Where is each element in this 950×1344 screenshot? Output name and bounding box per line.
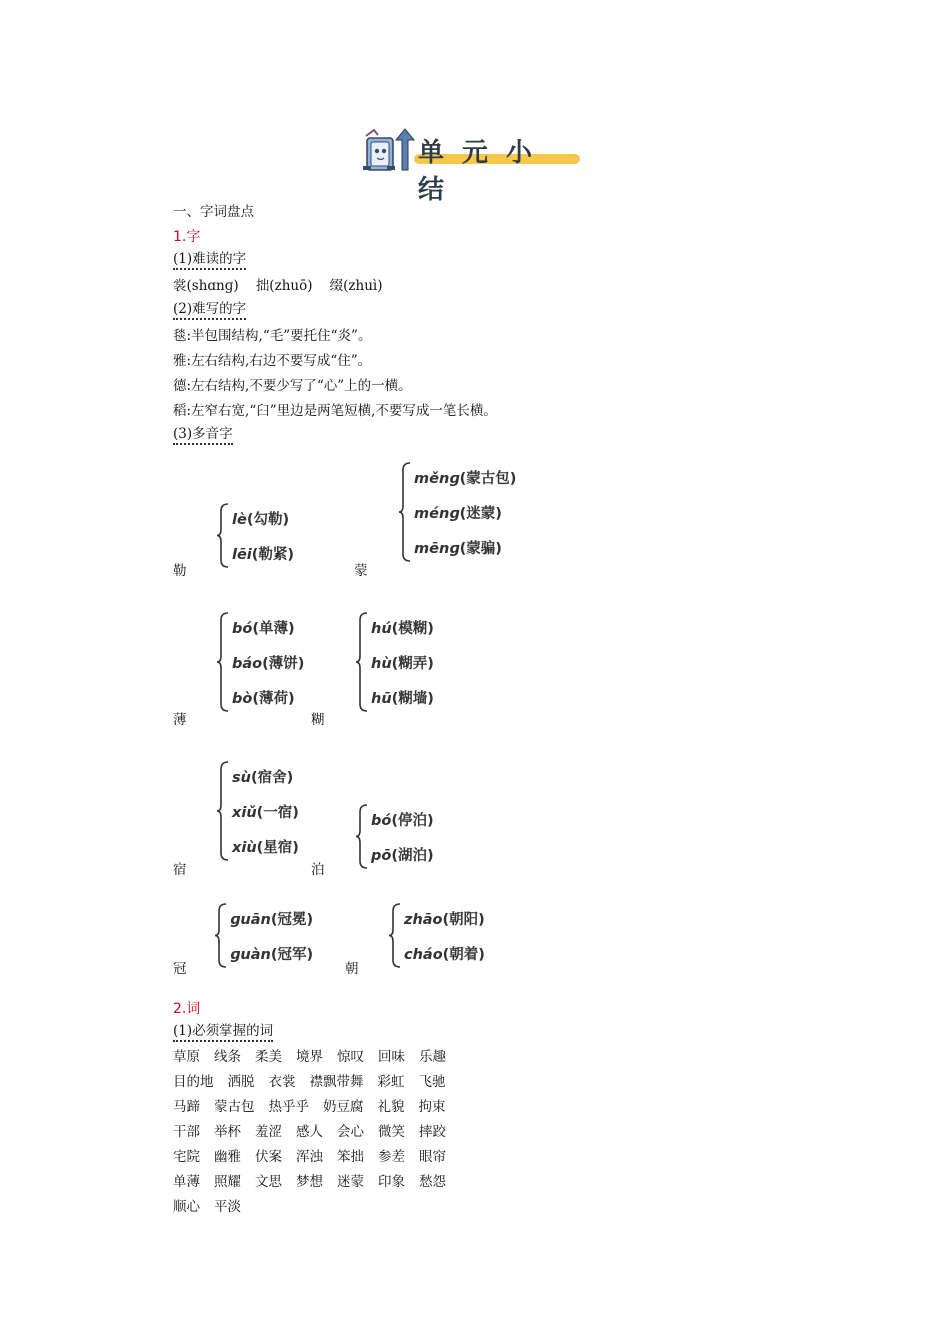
vocab-word: 参差 [378, 1149, 405, 1165]
hard-read-item: 拙(zhuō) [255, 278, 313, 294]
curly-brace-icon [216, 761, 230, 861]
vocab-word: 衣裳 [268, 1074, 296, 1090]
vocab-word: 眼帘 [419, 1149, 446, 1165]
pinyin: hū [371, 691, 392, 707]
vocab-word: 热乎乎 [268, 1099, 309, 1115]
vocab-word: 马蹄 [173, 1099, 200, 1115]
vocab-word: 洒脱 [227, 1074, 255, 1090]
hard-write-label [173, 300, 246, 318]
vocab-word: 平淡 [214, 1199, 241, 1215]
unit-summary-banner [358, 126, 584, 205]
example-word: (蒙骗) [459, 541, 502, 557]
example-word: (勒紧) [251, 547, 295, 563]
hard-read-item: 缀(zhuì) [329, 278, 383, 294]
vocab-word: 笨拙 [337, 1149, 364, 1165]
pinyin: bò [232, 691, 253, 707]
polyphonic-reading [371, 687, 434, 708]
vocab-word: 伏案 [255, 1149, 282, 1165]
must-master-label [173, 1022, 273, 1040]
vocab-word: 摔跤 [419, 1124, 446, 1140]
polyphonic-reading [404, 908, 485, 929]
polyphonic-label [173, 425, 233, 443]
polyphonic-char: 糊 [311, 712, 325, 728]
hard-write-line: 毯:半包围结构,“毛”要托住“炎”。 [173, 328, 372, 344]
pinyin: bó [232, 621, 253, 637]
example-word: (单薄) [252, 621, 295, 637]
vocab-word: 拘束 [418, 1099, 446, 1115]
pinyin: cháo [404, 947, 443, 963]
hard-write-line: 德:左右结构,不要少写了“心”上的一横。 [173, 378, 412, 394]
vocab-word: 会心 [337, 1124, 364, 1140]
polyphonic-reading [414, 537, 502, 558]
example-word: (宿舍) [250, 770, 294, 786]
pinyin: báo [232, 656, 263, 672]
vocab-word: 印象 [378, 1174, 405, 1190]
pinyin: zhāo [404, 912, 443, 928]
pinyin: hú [371, 621, 392, 637]
vocab-word: 幽雅 [214, 1149, 241, 1165]
must-master-label-text: (1)必须掌握的词 [173, 1023, 273, 1042]
vocab-word: 襟飘带舞 [309, 1074, 364, 1090]
example-word: (薄饼) [262, 656, 305, 672]
polyphonic-reading [232, 766, 293, 787]
pinyin: xiù [232, 840, 257, 856]
vocab-word: 迷蒙 [337, 1174, 364, 1190]
hard-write-line: 稻:左窄右宽,“臼”里边是两笔短横,不要写成一笔长横。 [173, 403, 497, 419]
vocab-word: 礼貌 [377, 1099, 405, 1115]
example-word: (蒙古包) [459, 471, 517, 487]
curly-brace-icon [355, 804, 369, 869]
polyphonic-reading [232, 836, 299, 857]
hard-read-items [173, 277, 383, 295]
polyphonic-reading [371, 617, 434, 638]
polyphonic-char: 勒 [173, 563, 187, 579]
vocab-word: 羞涩 [255, 1124, 282, 1140]
example-word: (冠军) [270, 947, 314, 963]
example-word: (薄荷) [252, 691, 295, 707]
vocab-word: 线条 [214, 1049, 241, 1065]
example-word: (冠冕) [270, 912, 314, 928]
example-word: (糊墙) [391, 691, 434, 707]
vocab-word: 蒙古包 [214, 1099, 255, 1115]
page-title: 单元小结 [418, 138, 551, 205]
polyphonic-reading [232, 801, 299, 822]
vocab-word: 境界 [296, 1049, 323, 1065]
polyphonic-char: 宿 [173, 862, 187, 878]
pinyin: ménɡ [414, 506, 460, 522]
polyphonic-reading [232, 687, 295, 708]
vocab-word: 愁怨 [419, 1174, 446, 1190]
vocab-row [173, 1098, 460, 1116]
polyphonic-reading [371, 809, 434, 830]
vocab-word: 草原 [173, 1049, 200, 1065]
polyphonic-char: 薄 [173, 712, 187, 728]
example-word: (糊弄) [391, 656, 434, 672]
polyphonic-reading [232, 543, 294, 564]
curly-brace-icon [388, 903, 402, 968]
vocab-word: 乐趣 [419, 1049, 446, 1065]
vocab-word: 柔美 [255, 1049, 282, 1065]
vocab-word: 顺心 [173, 1199, 200, 1215]
polyphonic-reading [230, 908, 313, 929]
example-word: (朝着) [442, 947, 485, 963]
curly-brace-icon [214, 903, 228, 968]
example-word: (停泊) [391, 813, 434, 829]
polyphonic-reading [371, 652, 434, 673]
hard-write-line: 雅:左右结构,右边不要写成“住”。 [173, 353, 372, 369]
polyphonic-char: 朝 [345, 961, 359, 977]
curly-brace-icon [398, 462, 412, 562]
vocab-word: 照耀 [214, 1174, 241, 1190]
pinyin: měnɡ [414, 471, 460, 487]
pinyin: bó [371, 813, 392, 829]
curly-brace-icon [216, 503, 230, 568]
example-word: (迷蒙) [459, 506, 502, 522]
vocab-row [173, 1198, 255, 1216]
vocab-word: 浑浊 [296, 1149, 323, 1165]
vocab-word: 宅院 [173, 1149, 200, 1165]
vocab-word: 目的地 [173, 1074, 214, 1090]
polyphonic-reading [414, 467, 516, 488]
pinyin: hù [371, 656, 392, 672]
hard-read-label [173, 250, 246, 268]
polyphonic-char: 泊 [311, 862, 325, 878]
example-word: (模糊) [391, 621, 434, 637]
example-word: (星宿) [256, 840, 299, 856]
section-heading: 一、字词盘点 [173, 204, 254, 220]
hard-write-label-text: (2)难写的字 [173, 301, 246, 320]
vocab-word: 单薄 [173, 1174, 200, 1190]
pinyin: ɡuān [230, 912, 271, 928]
vocab-word: 彩虹 [377, 1074, 405, 1090]
vocab-word: 举杯 [214, 1124, 241, 1140]
example-word: (湖泊) [391, 848, 434, 864]
vocab-word: 文思 [255, 1174, 282, 1190]
vocab-row [173, 1173, 460, 1191]
vocab-word: 微笑 [378, 1124, 405, 1140]
example-word: (勾勒) [246, 512, 290, 528]
vocab-row [173, 1123, 460, 1141]
polyphonic-reading [371, 844, 434, 865]
pinyin: lēi [232, 547, 252, 563]
vocab-word: 干部 [173, 1124, 200, 1140]
polyphonic-reading [414, 502, 502, 523]
zi-heading: 1.字 [173, 229, 201, 245]
curly-brace-icon [216, 612, 230, 712]
pinyin: mēnɡ [414, 541, 460, 557]
vocab-row [173, 1148, 460, 1166]
pinyin: lè [232, 512, 247, 528]
vocab-row [173, 1048, 460, 1066]
vocab-row [173, 1073, 460, 1091]
vocab-word: 惊叹 [337, 1049, 364, 1065]
hard-read-label-text: (1)难读的字 [173, 251, 246, 270]
pinyin: sù [232, 770, 251, 786]
vocab-word: 飞驰 [418, 1074, 446, 1090]
polyphonic-reading [232, 508, 289, 529]
polyphonic-char: 蒙 [354, 563, 368, 579]
vocab-word: 梦想 [296, 1174, 323, 1190]
example-word: (朝阳) [442, 912, 485, 928]
polyphonic-char: 冠 [173, 961, 187, 977]
vocab-word: 感人 [296, 1124, 323, 1140]
polyphonic-reading [232, 652, 304, 673]
polyphonic-label-text: (3)多音字 [173, 426, 233, 445]
hard-read-item: 裳(shɑnɡ) [173, 278, 239, 294]
example-word: (一宿) [256, 805, 299, 821]
vocab-word: 回味 [378, 1049, 405, 1065]
pinyin: pō [371, 848, 392, 864]
polyphonic-reading [230, 943, 313, 964]
curly-brace-icon [355, 612, 369, 712]
vocab-word: 奶豆腐 [323, 1099, 364, 1115]
ci-heading: 2.词 [173, 1001, 201, 1017]
polyphonic-reading [404, 943, 485, 964]
pinyin: ɡuàn [230, 947, 271, 963]
pinyin: xiǔ [232, 805, 257, 821]
polyphonic-reading [232, 617, 295, 638]
